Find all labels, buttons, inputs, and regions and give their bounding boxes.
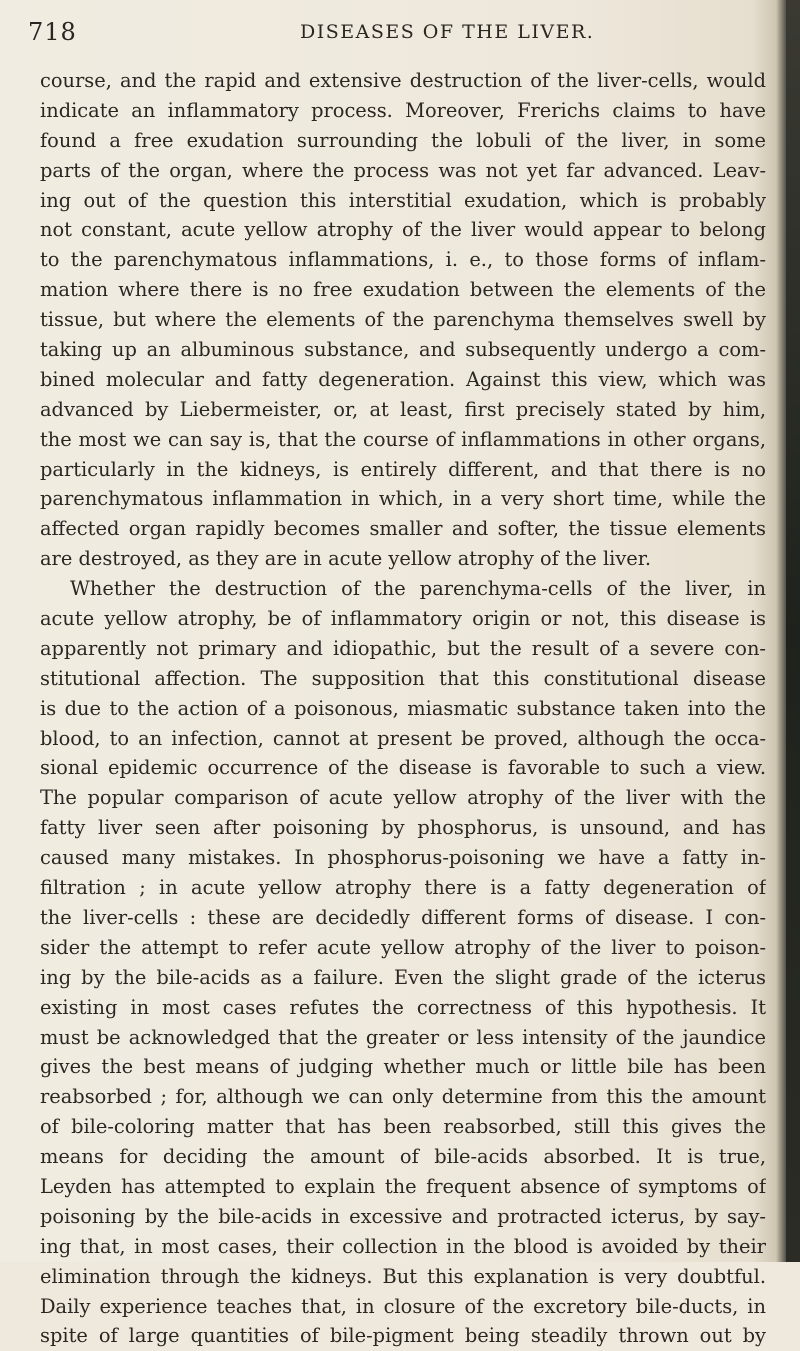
text-line: tissue, but where the elements of the parenchyma themselves swell by [40,308,766,332]
text-line: advanced by Liebermeister, or, at least, first precisely stated by him, [40,397,766,421]
text-line: the most we can say is, that the course of inflammations in other organs, [40,427,766,451]
text-line: course, and the rapid and extensive destruction of the liver-cells, would [40,69,766,92]
text-line: particularly in the kidneys, is entirely different, and that there is no [40,457,766,481]
text-line: not constant, acute yellow atrophy of the liver would appear to belong [40,218,766,242]
text-line: must be acknowledged that the greater or less intensity of the jaundice [40,1025,766,1049]
text-line: parts of the organ, where the process was not yet far advanced. Leav- [40,158,766,182]
text-line: spite of large quantities of bile-pigment being steadily thrown out by [40,1324,766,1348]
text-line: affected organ rapidly becomes smaller and softer, the tissue elements [40,517,766,541]
text-line: the liver-cells : these are decidedly different forms of disease. I con- [40,905,766,929]
text-line: fatty liver seen after poisoning by phosphorus, is unsound, and has [40,816,766,840]
text-line: of bile-coloring matter that has been reabsorbed, still this gives the [40,1115,766,1139]
text-line: are destroyed, as they are in acute yellow atrophy of the liver. [40,547,652,571]
text-line: found a free exudation surrounding the lobuli of the liver, in some [40,128,766,152]
text-line: existing in most cases refutes the correctness of this hypothesis. It [40,995,766,1019]
text-line: elimination through the kidneys. But this explanation is very doubtful. [40,1264,766,1288]
text-line: Leyden has attempted to explain the frequent absence of symptoms of [40,1174,766,1198]
text-line: The popular comparison of acute yellow atrophy of the liver with the [40,786,766,810]
text-line: blood, to an infection, cannot at present be proved, although the occa- [40,726,766,750]
text-line: acute yellow atrophy, be of inflammatory origin or not, this disease is [40,607,766,631]
text-line: sional epidemic occurrence of the disease is favorable to such a view. [40,756,766,780]
running-head: DISEASES OF THE LIVER. [300,21,595,43]
text-line: sider the attempt to refer acute yellow atrophy of the liver to poison- [40,935,766,959]
text-line: ing out of the question this interstitial exudation, which is probably [40,188,766,212]
text-line: gives the best means of judging whether much or little bile has been [40,1055,766,1079]
text-line: poisoning by the bile-acids in excessive and protracted icterus, by say- [40,1204,766,1228]
text-line: ing that, in most cases, their collection in the blood is avoided by their [40,1234,766,1258]
text-line: reabsorbed ; for, although we can only determine from this the amount [40,1085,766,1109]
text-line: filtration ; in acute yellow atrophy there is a fatty degeneration of [40,876,766,900]
text-line: Daily experience teaches that, in closure of the excretory bile-ducts, in [40,1294,766,1318]
text-line: taking up an albuminous substance, and subsequently undergo a com- [40,338,766,362]
text-line: ing by the bile-acids as a failure. Even the slight grade of the icterus [40,965,766,989]
page-number: 718 [28,18,77,46]
text-line: stitutional affection. The supposition that this constitutional disease [40,666,766,690]
text-line: bined molecular and fatty degeneration. Against this view, which was [40,367,766,391]
text-line: Whether the destruction of the parenchyma-cells of the liver, in [70,577,766,601]
book-spine-edge [786,0,800,1262]
text-line: parenchymatous inflammation in which, in a very short time, while the [40,487,766,511]
body-text [40,66,766,1351]
page-header [28,12,770,52]
text-line: apparently not primary and idiopathic, but the result of a severe con- [40,636,766,660]
text-line: caused many mistakes. In phosphorus-poisoning we have a fatty in- [40,846,766,870]
text-line: means for deciding the amount of bile-acids absorbed. It is true, [40,1145,766,1169]
text-line: to the parenchymatous inflammations, i. e., to those forms of inflam- [40,248,766,272]
text-line: is due to the action of a poisonous, miasmatic substance taken into the [40,696,766,720]
text-line: indicate an inflammatory process. Moreover, Frerichs claims to have [40,98,766,122]
text-line: mation where there is no free exudation between the elements of the [40,278,766,302]
